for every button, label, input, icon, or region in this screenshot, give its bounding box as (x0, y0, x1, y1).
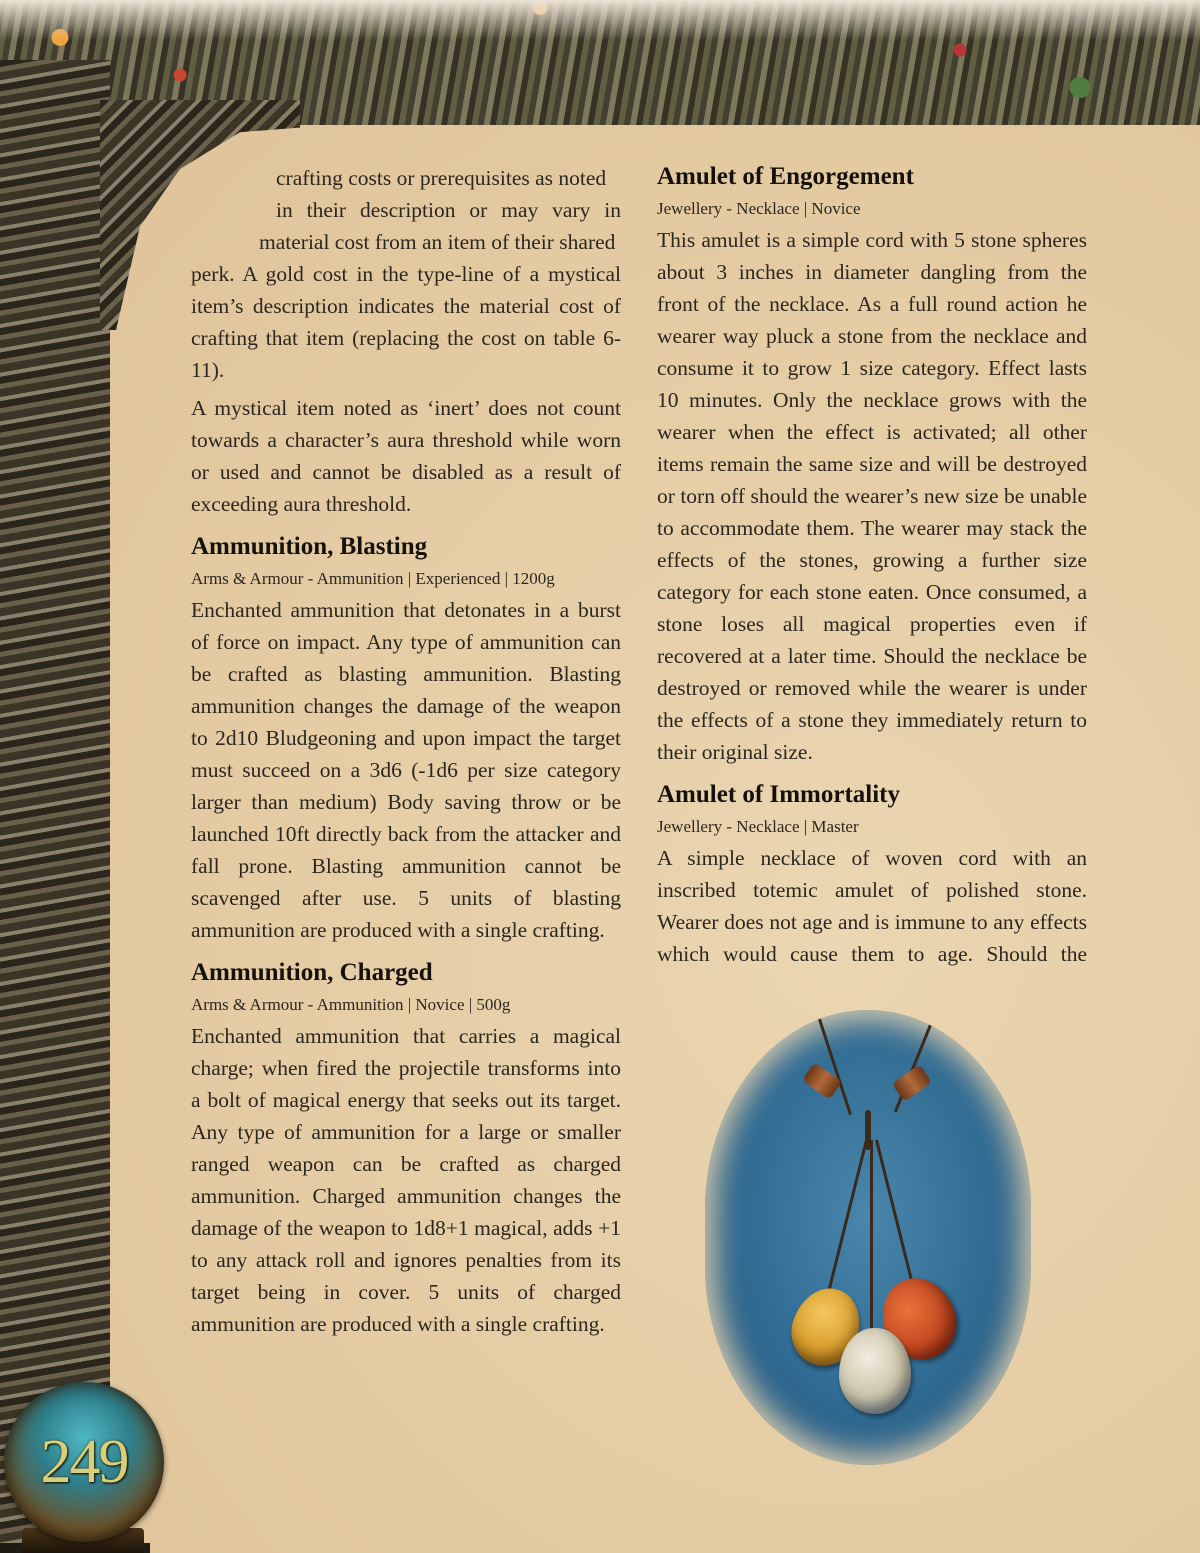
entry-title: Amulet of Immortality (657, 781, 900, 808)
border-highlight (0, 0, 1200, 40)
entry-title: Amulet of Engorgement (657, 163, 914, 190)
necklace-illustration (705, 1010, 1031, 1465)
entry-body: Enchanted ammunition that carries a magical charge; when fired the projectile transforms into a bolt of magical energy that seeks out its target. Any type of ammunition for a large or smaller ranged weapon can be crafted as charged ammunition. Charged ammunition changes the damage of the weapon to 1d8+1 magical, adds +1 to any attack roll and ignores penalties from its target being in cover. 5 units of charged ammunition are produced with a single crafting. (191, 1024, 621, 1336)
entry-type-line: Arms & Armour - Ammunition | Experienced | 1200g (191, 569, 555, 588)
entry-title: Ammunition, Charged (191, 959, 433, 986)
entry-title: Ammunition, Blasting (191, 533, 428, 560)
cord-strand (824, 1140, 868, 1306)
intro-line: crafting costs or prerequisites as noted (276, 166, 607, 190)
entry-body: Enchanted ammunition that detonates in a burst of force on impact. Any type of ammunition can be crafted as blasting ammunition. Blasting ammunition changes the damage of the weapon to 2d10 Bludgeoning and upon impact the target must succeed on a 3d6 (-1d6 per size category larger than medium) Body saving throw or be launched 10ft directly back from the attacker and fall prone. Blasting ammunition cannot be scavenged after use. 5 units of blasting ammunition are produced with a single crafting. (191, 598, 621, 942)
page-number-orb (4, 1382, 164, 1542)
intro-line: material cost from an item of their shared (259, 230, 616, 254)
page-number: 249 (40, 1427, 128, 1496)
entry-type-line: Jewellery - Necklace | Master (657, 817, 859, 836)
entry-type-line: Arms & Armour - Ammunition | Novice | 500g (191, 995, 511, 1014)
cord-strand (870, 1140, 873, 1350)
intro-rest: perk. A gold cost in the type-line of a mystical item’s description indicates the material cost of crafting that item (replacing the cost on table 6-11). (191, 262, 621, 382)
entry-ammunition-blasting (191, 532, 621, 946)
entry-amulet-of-immortality (657, 780, 1087, 970)
intro-line: in their description or may vary in (276, 198, 621, 222)
entry-body: A simple necklace of woven cord with an inscribed totemic amulet of polished stone. Wearer does not age and is immune to any effects which would cause them to age. Should the (657, 846, 1087, 966)
stone-white (839, 1328, 911, 1414)
inert-paragraph: A mystical item noted as ‘inert’ does not count towards a character’s aura threshold while worn or used and cannot be disabled as a result of exceeding aura threshold. (191, 396, 621, 516)
vine-border-left (0, 60, 110, 1553)
intro-paragraph (191, 162, 621, 386)
cord-left (815, 1010, 852, 1115)
entry-body: This amulet is a simple cord with 5 stone spheres about 3 inches in diameter dangling from the front of the necklace. As a full round action he wearer way pluck a stone from the necklace and consume it to grow 1 size category. Effect lasts 10 minutes. Only the necklace grows with the wearer when the effect is activated; all other items remain the same size and will be destroyed or torn off should the wearer’s new size be unable to accommodate them. The wearer may stack the effects of the stones, growing a further size category for each stone eaten. Once consumed, a stone loses all magical properties even if recovered at a later time. Should the necklace be destroyed or removed while the wearer is under the effects of a stone they immediately return to their original size. (657, 228, 1087, 764)
entry-ammunition-charged (191, 958, 621, 1340)
left-column (191, 162, 621, 1346)
right-column (657, 162, 1087, 976)
bead-right (892, 1064, 932, 1102)
entry-amulet-of-engorgement (657, 162, 1087, 768)
entry-type-line: Jewellery - Necklace | Novice (657, 199, 861, 218)
